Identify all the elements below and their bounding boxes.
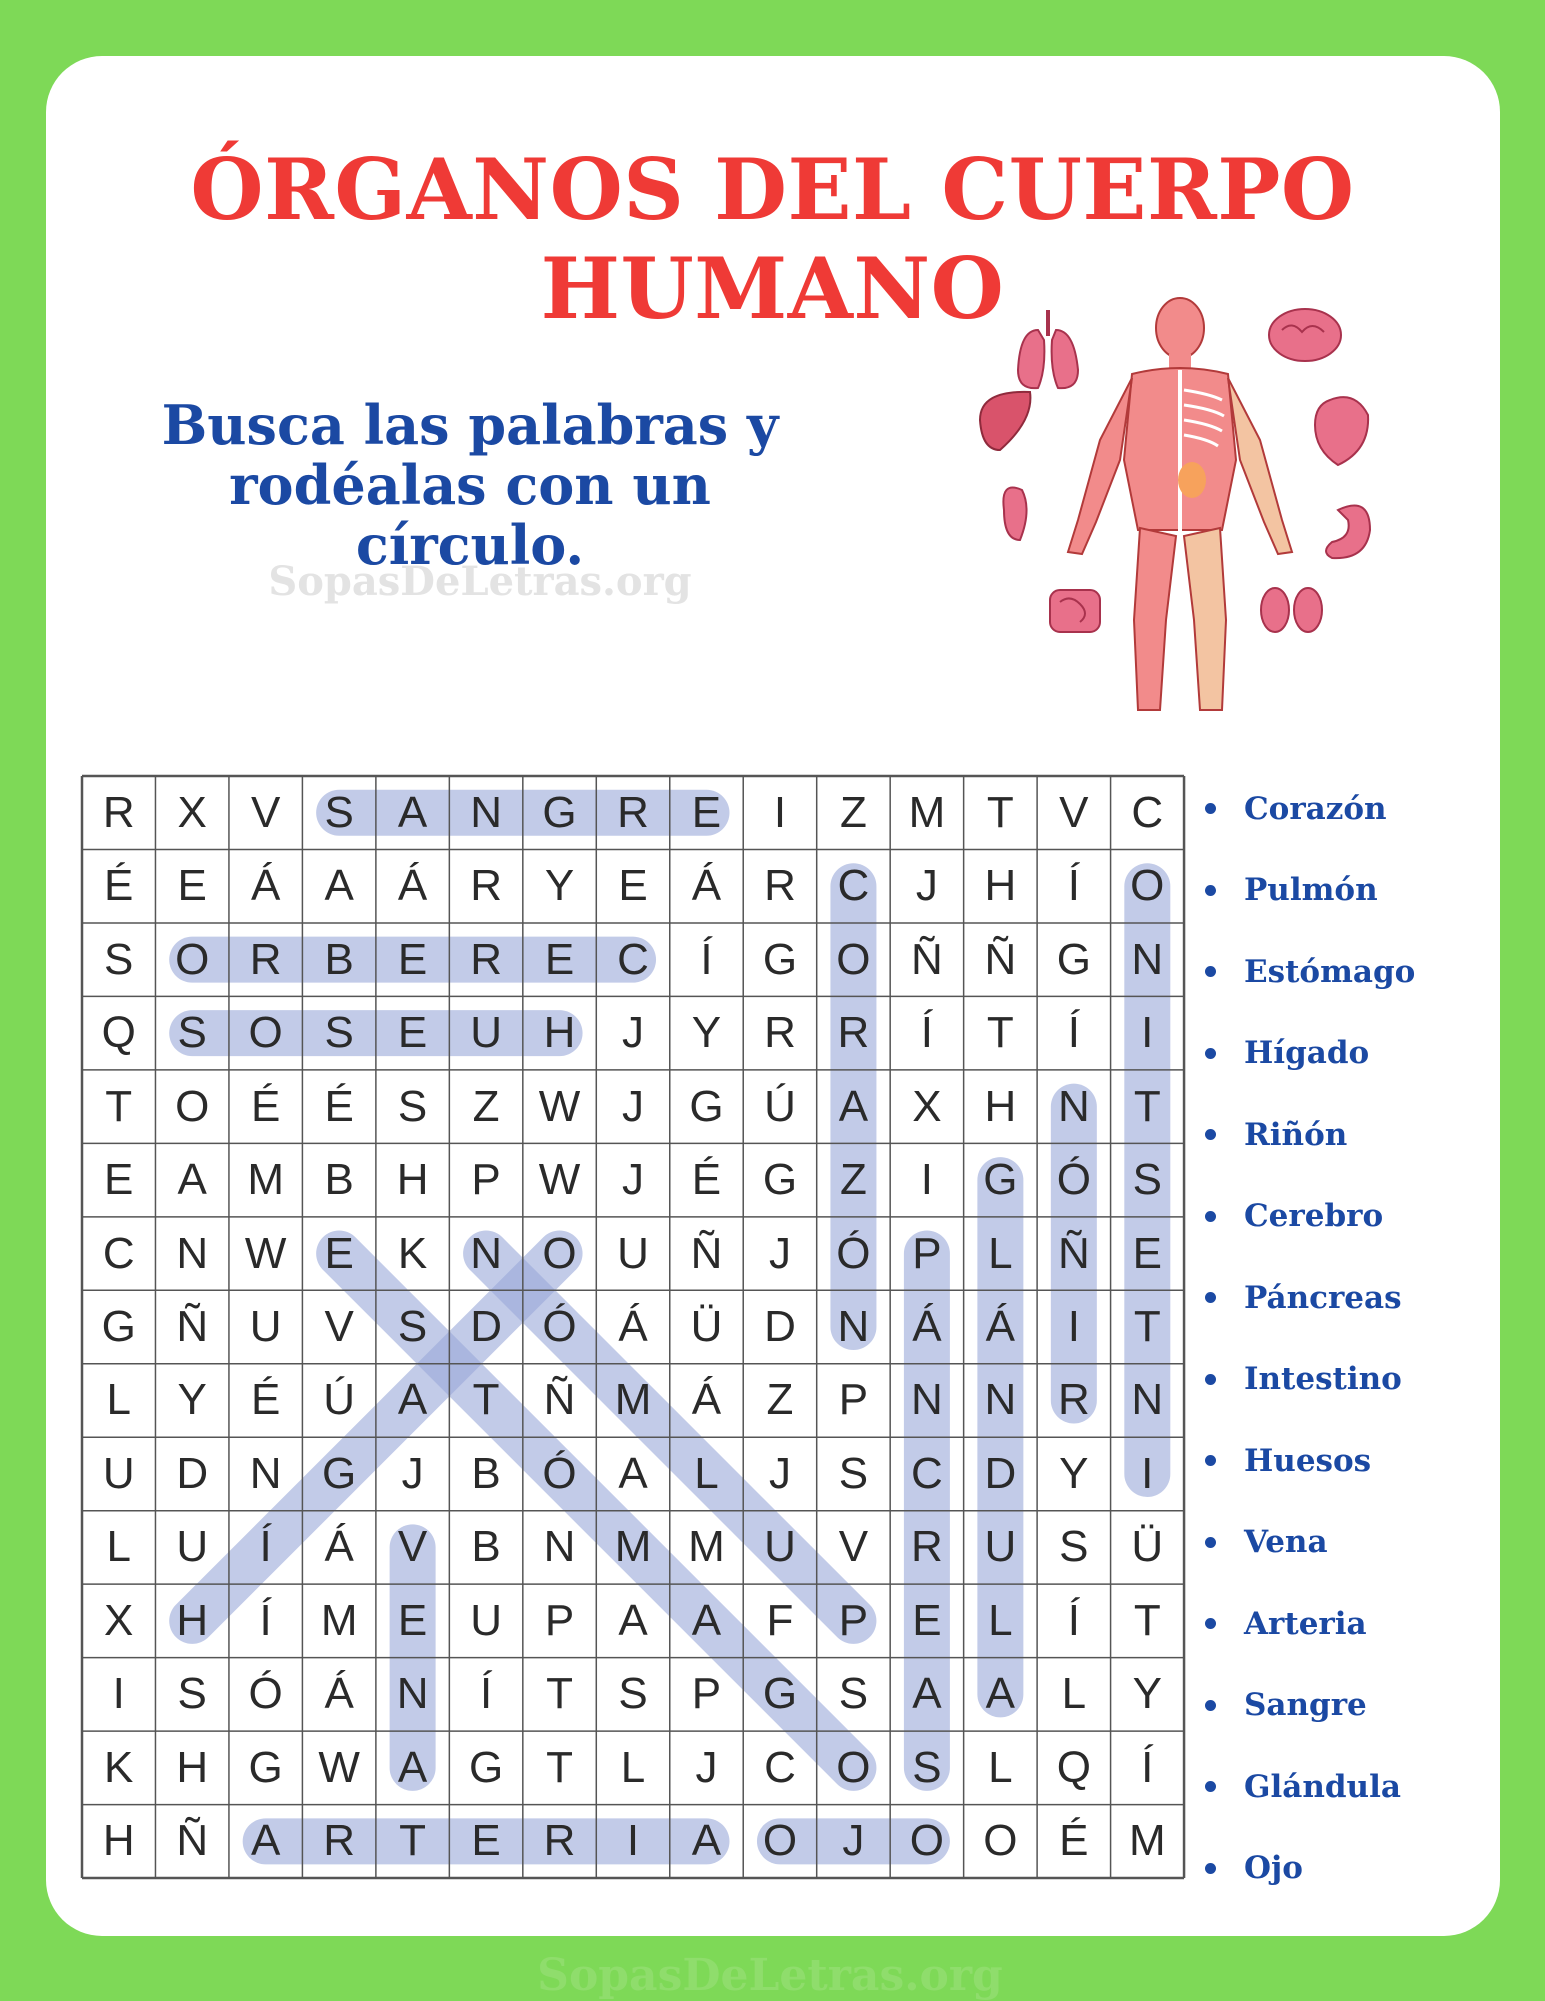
liver-icon [980, 392, 1030, 450]
word-list-item [1205, 1094, 1415, 1176]
grid-letter[interactable]: Ó [1056, 1155, 1091, 1205]
grid-letter[interactable]: D [470, 1302, 502, 1352]
grid-letter[interactable]: R [543, 1816, 576, 1866]
grid-letter[interactable]: I [112, 1669, 125, 1719]
grid-letter[interactable]: W [538, 1155, 581, 1205]
grid-letter[interactable]: A [397, 787, 428, 837]
grid-letter[interactable]: T [546, 1742, 573, 1792]
grid-letter[interactable]: S [912, 1742, 942, 1792]
grid-letter[interactable]: O [762, 1816, 798, 1866]
word-label: Riñón [1244, 1116, 1348, 1153]
word-list-item [1205, 1502, 1415, 1584]
grid-letter[interactable]: A [838, 1081, 869, 1131]
grid-letter[interactable]: N [470, 787, 502, 837]
word-list-item [1205, 1665, 1415, 1747]
grid-letter[interactable]: L [988, 1595, 1013, 1645]
grid-letter[interactable]: É [250, 1081, 281, 1131]
word-list-item [1205, 1828, 1415, 1910]
grid-letter[interactable]: Z [839, 787, 867, 837]
grid-letter[interactable]: Ó [542, 1448, 577, 1498]
grid-letter[interactable]: C [911, 1448, 943, 1498]
grid-letter[interactable]: O [542, 1228, 577, 1278]
grid-letter[interactable]: A [397, 1375, 428, 1425]
bullet-icon [1205, 1374, 1216, 1385]
grid-letter[interactable]: O [836, 934, 871, 984]
grid-letter[interactable]: Á [691, 1375, 722, 1425]
grid-letter[interactable]: Á [912, 1302, 942, 1352]
grid-letter[interactable]: R [911, 1522, 943, 1572]
grid-letter[interactable]: N [1131, 1375, 1164, 1425]
grid-letter[interactable]: G [1056, 934, 1091, 984]
grid-letter[interactable]: G [762, 1669, 798, 1719]
grid-letter[interactable]: Ñ [176, 1816, 209, 1866]
word-list [1205, 768, 1415, 1909]
grid-letter[interactable]: N [249, 1448, 282, 1498]
grid-letter[interactable]: E [912, 1595, 942, 1645]
grid-letter[interactable]: S [838, 1448, 869, 1498]
grid-letter[interactable]: J [401, 1448, 424, 1498]
grid-letter[interactable]: S [177, 1008, 207, 1058]
grid-letter[interactable]: R [764, 1008, 796, 1058]
grid-letter[interactable]: L [694, 1448, 719, 1498]
grid-letter[interactable]: T [1133, 1302, 1161, 1352]
bullet-icon [1205, 1700, 1216, 1711]
grid-letter[interactable]: G [248, 1742, 283, 1792]
grid-letter[interactable]: Ñ [1057, 1228, 1090, 1278]
grid-letter[interactable]: B [324, 934, 354, 984]
grid-letter[interactable]: N [176, 1228, 209, 1278]
grid-letter[interactable]: Ü [690, 1302, 723, 1352]
grid-letter[interactable]: A [177, 1155, 207, 1205]
grid-letter[interactable]: É [324, 1081, 354, 1131]
grid-letter[interactable]: A [324, 861, 354, 911]
pancreas-icon [1003, 488, 1026, 541]
grid-letter[interactable]: A [691, 1595, 722, 1645]
grid-letter[interactable]: W [244, 1228, 287, 1278]
grid-letter[interactable]: G [762, 1155, 798, 1205]
word-list-item [1205, 931, 1415, 1013]
grid-letter[interactable]: D [984, 1448, 1017, 1498]
watermark: SopasDeLetras.org [268, 558, 692, 605]
grid-letter[interactable]: Ó [248, 1669, 283, 1719]
grid-letter[interactable]: Ú [764, 1081, 796, 1131]
grid-letter[interactable]: R [249, 934, 282, 984]
grid-letter[interactable]: E [691, 787, 722, 837]
grid-letter[interactable]: G [322, 1448, 357, 1498]
grid-letter[interactable]: Ñ [176, 1302, 209, 1352]
grid-letter[interactable]: S [324, 787, 354, 837]
grid-letter[interactable]: I [1141, 1008, 1154, 1058]
word-label: Huesos [1244, 1442, 1372, 1479]
grid-letter[interactable]: H [102, 1816, 135, 1866]
grid-letter[interactable]: É [1059, 1816, 1089, 1866]
grid-letter[interactable]: I [1141, 1448, 1154, 1498]
grid-letter[interactable]: É [691, 1155, 722, 1205]
grid-letter[interactable]: J [768, 1228, 791, 1278]
word-list-item [1205, 768, 1415, 850]
grid-letter[interactable]: M [614, 1522, 652, 1572]
grid-letter[interactable]: R [617, 787, 649, 837]
word-list-item [1205, 1013, 1415, 1095]
grid-letter[interactable]: H [176, 1742, 209, 1792]
grid-letter[interactable]: Ó [542, 1302, 577, 1352]
grid-letter[interactable]: C [837, 861, 870, 911]
grid-letter[interactable]: R [1057, 1375, 1090, 1425]
grid-letter[interactable]: L [106, 1375, 131, 1425]
grid-letter[interactable]: T [1133, 1081, 1161, 1131]
grid-letter[interactable]: Á [618, 1302, 648, 1352]
grid-letter[interactable]: M [614, 1375, 652, 1425]
grid-letter[interactable]: L [988, 1228, 1013, 1278]
grid-letter[interactable]: U [617, 1228, 649, 1278]
intestine-icon [1050, 590, 1100, 632]
grid-letter[interactable]: V [838, 1522, 869, 1572]
grid-letter[interactable]: Í [479, 1669, 493, 1719]
grid-letter[interactable]: G [983, 1155, 1018, 1205]
grid-letter[interactable]: G [689, 1081, 724, 1131]
grid-letter[interactable]: Q [1056, 1742, 1091, 1792]
grid-letter[interactable]: P [912, 1228, 942, 1278]
grid-letter[interactable]: B [471, 1522, 501, 1572]
grid-letter[interactable]: K [397, 1228, 428, 1278]
grid-letter[interactable]: J [915, 861, 938, 911]
grid-letter[interactable]: G [468, 1742, 504, 1792]
grid-letter[interactable]: O [909, 1816, 944, 1866]
grid-letter[interactable]: E [397, 1595, 428, 1645]
instructions-line-2: rodéalas con un círculo. [229, 453, 711, 577]
brain-icon [1269, 309, 1341, 361]
grid-letter[interactable]: I [773, 787, 787, 837]
grid-letter[interactable]: U [176, 1522, 209, 1572]
grid-letter[interactable]: J [622, 1155, 645, 1205]
bullet-icon [1205, 885, 1216, 896]
grid-letter[interactable]: N [984, 1375, 1017, 1425]
human-anatomy-illustration [960, 290, 1400, 730]
grid-letter[interactable]: E [177, 861, 207, 911]
grid-letter[interactable]: U [470, 1595, 502, 1645]
grid-letter[interactable]: Z [839, 1155, 867, 1205]
grid-letter[interactable]: S [104, 934, 134, 984]
grid-letter[interactable]: C [764, 1742, 796, 1792]
bullet-icon [1205, 1292, 1216, 1303]
grid-letter[interactable]: O [983, 1816, 1018, 1866]
grid-letter[interactable]: E [1132, 1228, 1162, 1278]
grid-letter[interactable]: E [397, 1008, 428, 1058]
bullet-icon [1205, 1455, 1216, 1466]
grid-letter[interactable]: Ú [323, 1375, 356, 1425]
grid-letter[interactable]: M [1128, 1816, 1166, 1866]
grid-letter[interactable]: Á [691, 861, 722, 911]
grid-letter[interactable]: H [543, 1008, 576, 1058]
grid-letter[interactable]: Ñ [984, 934, 1017, 984]
word-label: Corazón [1244, 790, 1387, 827]
grid-letter[interactable]: E [397, 934, 428, 984]
grid-letter[interactable]: N [837, 1302, 870, 1352]
grid-letter[interactable]: D [764, 1302, 796, 1352]
grid-letter[interactable]: S [838, 1669, 869, 1719]
grid-letter[interactable]: A [618, 1448, 648, 1498]
grid-letter[interactable]: Á [324, 1522, 354, 1572]
grid-letter[interactable]: Ñ [690, 1228, 723, 1278]
grid-letter[interactable]: E [618, 861, 648, 911]
word-list-item [1205, 1746, 1415, 1828]
grid-letter[interactable]: I [626, 1816, 640, 1866]
grid-letter[interactable]: S [618, 1669, 648, 1719]
grid-letter[interactable]: S [1059, 1522, 1089, 1572]
grid-letter[interactable]: Á [397, 861, 428, 911]
grid-letter[interactable]: A [618, 1595, 648, 1645]
grid-letter[interactable]: V [250, 787, 281, 837]
grid-letter[interactable]: Ñ [543, 1375, 576, 1425]
grid-letter[interactable]: C [617, 934, 649, 984]
word-label: Hígado [1244, 1035, 1370, 1072]
grid-letter[interactable]: R [102, 787, 135, 837]
grid-letter[interactable]: Í [259, 1595, 272, 1645]
word-label: Cerebro [1244, 1198, 1384, 1235]
grid-letter[interactable]: J [768, 1448, 791, 1498]
grid-letter[interactable]: Z [472, 1081, 500, 1131]
word-label: Intestino [1244, 1361, 1402, 1398]
grid-letter[interactable]: O [836, 1742, 871, 1792]
grid-letter[interactable]: E [544, 934, 575, 984]
grid-letter[interactable]: V [397, 1522, 428, 1572]
grid-letter[interactable]: Í [1067, 1008, 1080, 1058]
instructions [120, 395, 820, 575]
grid-letter[interactable]: U [984, 1522, 1017, 1572]
heart-icon [1315, 397, 1368, 465]
grid-letter[interactable]: Í [1067, 1595, 1080, 1645]
grid-letter[interactable]: G [762, 934, 798, 984]
grid-letter[interactable]: O [175, 1081, 210, 1131]
grid-letter[interactable]: P [838, 1595, 869, 1645]
grid-letter[interactable]: R [470, 934, 502, 984]
grid-letter[interactable]: I [1067, 1302, 1080, 1352]
grid-letter[interactable]: D [176, 1448, 209, 1498]
grid-letter[interactable]: M [908, 787, 946, 837]
grid-letter[interactable]: A [397, 1742, 428, 1792]
grid-letter[interactable]: W [538, 1081, 581, 1131]
grid-letter[interactable]: N [1131, 934, 1164, 984]
word-label: Ojo [1244, 1850, 1303, 1887]
word-list-item [1205, 1176, 1415, 1258]
grid-letter[interactable]: M [688, 1522, 725, 1572]
grid-letter[interactable]: O [175, 934, 210, 984]
bullet-icon [1205, 1048, 1216, 1059]
grid-letter[interactable]: A [691, 1816, 722, 1866]
word-list-item [1205, 1583, 1415, 1665]
grid-letter[interactable]: S [324, 1008, 354, 1058]
grid-letter[interactable]: B [471, 1448, 501, 1498]
grid-letter[interactable]: É [104, 861, 134, 911]
grid-letter[interactable]: T [986, 1008, 1014, 1058]
grid-letter[interactable]: H [396, 1155, 429, 1205]
word-label: Glándula [1244, 1768, 1401, 1805]
grid-letter[interactable]: R [837, 1008, 870, 1058]
word-list-item [1205, 1339, 1415, 1421]
grid-letter[interactable]: É [250, 1375, 281, 1425]
instructions-line-1: Busca las palabras y [161, 393, 779, 457]
grid-letter[interactable]: O [1130, 861, 1165, 911]
grid-letter[interactable]: L [106, 1522, 131, 1572]
grid-letter[interactable]: Y [1132, 1669, 1162, 1719]
kidneys-icon [1261, 588, 1322, 632]
grid-letter[interactable]: O [248, 1008, 283, 1058]
grid-letter[interactable]: U [470, 1008, 502, 1058]
bullet-icon [1205, 1618, 1216, 1629]
grid-letter[interactable]: C [1131, 787, 1164, 837]
word-search-grid [82, 776, 1184, 1878]
grid-letter[interactable]: E [324, 1228, 354, 1278]
stomach-icon [1326, 506, 1370, 559]
grid-letter[interactable]: U [249, 1302, 282, 1352]
grid-letter[interactable]: P [838, 1375, 869, 1425]
bullet-icon [1205, 1211, 1216, 1222]
grid-letter[interactable]: T [986, 787, 1014, 837]
grid-letter[interactable]: A [250, 1816, 281, 1866]
grid-letter[interactable]: Á [324, 1669, 354, 1719]
grid-letter[interactable]: T [472, 1375, 500, 1425]
word-label: Páncreas [1244, 1279, 1402, 1316]
grid-letter[interactable]: Á [985, 1302, 1016, 1352]
grid-letter[interactable]: E [471, 1816, 501, 1866]
lungs-icon [1018, 310, 1078, 388]
grid-letter[interactable]: U [764, 1522, 796, 1572]
grid-letter[interactable]: M [247, 1155, 284, 1205]
grid-letter[interactable]: Í [700, 934, 713, 984]
grid-letter[interactable]: Ó [836, 1228, 871, 1278]
grid-letter[interactable]: P [471, 1155, 501, 1205]
grid-letter[interactable]: S [1132, 1155, 1162, 1205]
grid-letter[interactable]: Í [1067, 861, 1080, 911]
grid-letter[interactable]: X [177, 787, 207, 837]
grid-letter[interactable]: I [920, 1155, 933, 1205]
grid-letter[interactable]: K [104, 1742, 134, 1792]
grid-letter[interactable]: Á [250, 861, 281, 911]
word-label: Estómago [1244, 953, 1416, 990]
human-body-figure [1068, 298, 1292, 710]
word-label: Sangre [1244, 1687, 1367, 1724]
bullet-icon [1205, 1537, 1216, 1548]
word-list-item [1205, 850, 1415, 932]
word-label: Vena [1244, 1524, 1328, 1561]
grid-letter[interactable]: Í [259, 1522, 272, 1572]
grid-letter[interactable]: A [985, 1669, 1016, 1719]
grid-letter[interactable]: N [470, 1228, 502, 1278]
grid-letter[interactable]: Y [1059, 1448, 1089, 1498]
grid-letter[interactable]: Í [920, 1008, 933, 1058]
grid-letter[interactable]: T [546, 1669, 573, 1719]
grid-letter[interactable]: R [764, 861, 796, 911]
grid-letter[interactable]: M [320, 1595, 358, 1645]
grid-letter[interactable]: Y [177, 1375, 207, 1425]
grid-letter[interactable]: L [1061, 1669, 1087, 1719]
grid-letter[interactable]: P [544, 1595, 575, 1645]
grid-letter[interactable]: J [842, 1816, 865, 1866]
grid-letter[interactable]: J [622, 1081, 645, 1131]
grid-letter[interactable]: E [104, 1155, 134, 1205]
grid-letter[interactable]: Y [691, 1008, 722, 1058]
grid-letter[interactable]: H [984, 861, 1017, 911]
watermark-footer: SopasDeLetras.org [537, 1950, 1003, 2001]
grid-letter[interactable]: X [104, 1595, 134, 1645]
grid-letter[interactable]: T [399, 1816, 427, 1866]
grid-letter[interactable]: T [1133, 1595, 1161, 1645]
grid-letter[interactable]: W [318, 1742, 360, 1792]
grid-letter[interactable]: J [622, 1008, 645, 1058]
grid-letter[interactable]: C [102, 1228, 135, 1278]
grid-letter[interactable]: L [620, 1742, 646, 1792]
grid-letter[interactable]: H [176, 1595, 209, 1645]
word-label: Arteria [1244, 1605, 1367, 1642]
bullet-icon [1205, 803, 1216, 814]
grid-letter[interactable]: Y [544, 861, 575, 911]
grid-letter[interactable]: A [912, 1669, 942, 1719]
word-label: Pulmón [1244, 872, 1378, 909]
bullet-icon [1205, 1129, 1216, 1140]
grid-letter[interactable]: U [102, 1448, 135, 1498]
grid-letter[interactable]: S [397, 1302, 428, 1352]
grid-letter[interactable]: Í [1141, 1742, 1154, 1792]
grid-letter[interactable]: H [984, 1081, 1017, 1131]
grid-letter[interactable]: Ü [1131, 1522, 1164, 1572]
grid-letter[interactable]: V [324, 1302, 354, 1352]
grid-letter[interactable]: F [766, 1595, 794, 1645]
grid-letter[interactable]: G [542, 787, 577, 837]
grid-letter[interactable]: N [911, 1375, 943, 1425]
grid-letter[interactable]: N [396, 1669, 429, 1719]
grid-letter[interactable]: Ñ [911, 934, 943, 984]
bullet-icon [1205, 1781, 1216, 1792]
grid-letter[interactable]: G [101, 1302, 136, 1352]
bullet-icon [1205, 1863, 1216, 1874]
grid-letter[interactable]: Q [101, 1008, 136, 1058]
grid-letter[interactable]: P [691, 1669, 722, 1719]
grid-letter[interactable]: X [912, 1081, 942, 1131]
grid-letter[interactable]: R [470, 861, 502, 911]
grid-letter[interactable]: B [324, 1155, 354, 1205]
grid-letter[interactable]: N [1057, 1081, 1090, 1131]
grid-letter[interactable]: J [695, 1742, 718, 1792]
grid-letter[interactable]: L [988, 1742, 1013, 1792]
word-list-item [1205, 1257, 1415, 1339]
grid-letter[interactable]: R [323, 1816, 356, 1866]
word-list-item [1205, 1420, 1415, 1502]
grid-letter[interactable]: V [1059, 787, 1089, 837]
bullet-icon [1205, 966, 1216, 977]
grid-letter[interactable]: Z [766, 1375, 794, 1425]
grid-letter[interactable]: N [543, 1522, 576, 1572]
grid-letter[interactable]: T [105, 1081, 133, 1131]
page-title: ÓRGANOS DEL CUERPO HUMANO [190, 140, 1355, 338]
grid-letter[interactable]: S [177, 1669, 207, 1719]
grid-letter[interactable]: S [397, 1081, 428, 1131]
